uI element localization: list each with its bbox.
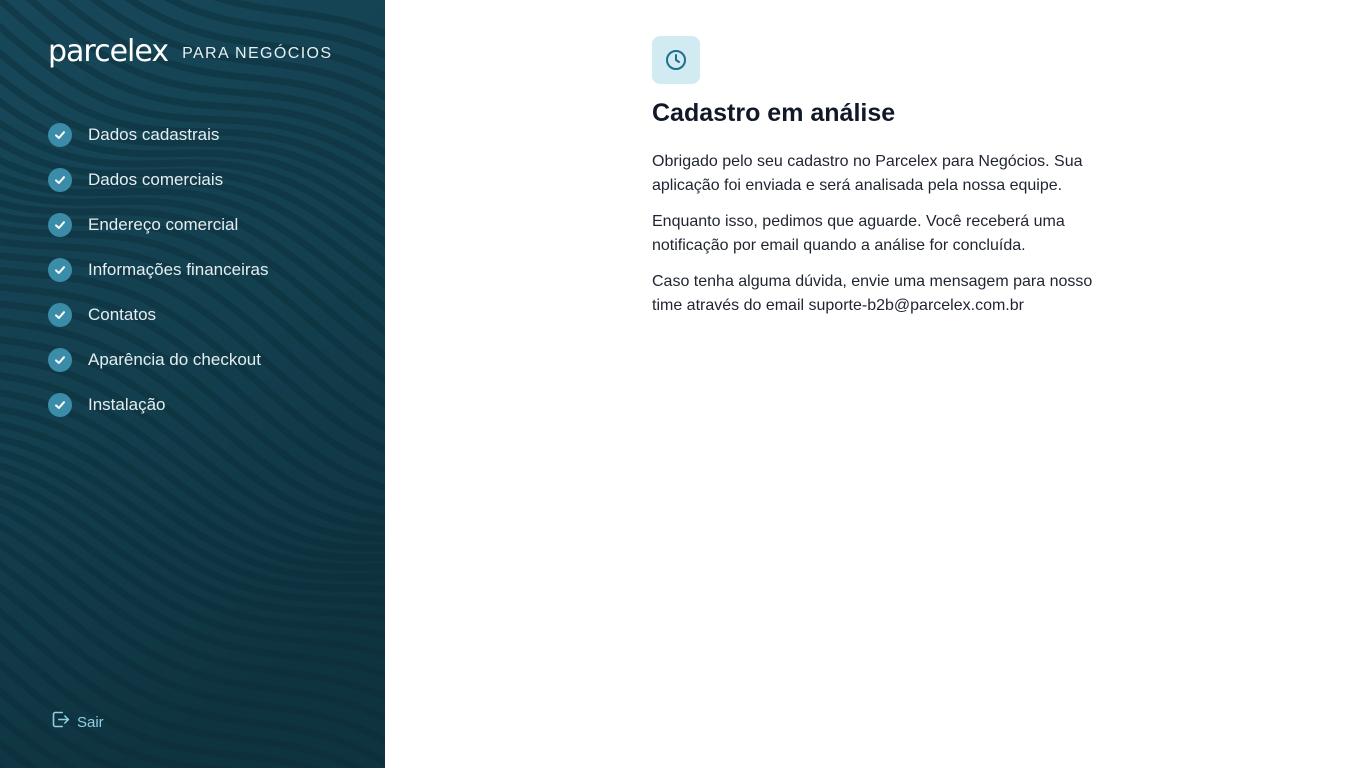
sidebar: [0, 0, 385, 768]
check-circle-icon: [48, 393, 72, 417]
analysis-status-panel: [652, 36, 1102, 318]
page-title: Cadastro em análise: [652, 99, 896, 127]
check-circle-icon: [48, 213, 72, 237]
step-label: Contatos: [88, 305, 157, 324]
step-aparencia-checkout[interactable]: [48, 337, 268, 382]
brand: [48, 32, 332, 72]
thank-you-paragraph: Obrigado pelo seu cadastro no Parcelex para Negócios. Sua aplicação foi enviada e será analisada pela nossa equipe.: [652, 153, 1083, 194]
check-circle-icon: [48, 348, 72, 372]
support-contact-paragraph: Caso tenha alguma dúvida, envie uma mensagem para nosso time através do email suporte-b2b@parcelex.com.br: [652, 273, 1093, 314]
step-label: Aparência do checkout: [88, 350, 261, 369]
clock-icon: [652, 36, 700, 84]
check-circle-icon: [48, 258, 72, 282]
check-circle-icon: [48, 303, 72, 327]
step-label: Dados comerciais: [88, 170, 224, 189]
check-circle-icon: [48, 123, 72, 147]
wait-notice-paragraph: Enquanto isso, pedimos que aguarde. Você receberá uma notificação por email quando a análise for concluída.: [652, 213, 1065, 254]
brand-suffix: PARA NEGÓCIOS: [182, 44, 333, 62]
step-label: Instalação: [88, 395, 166, 414]
step-label: Dados cadastrais: [88, 125, 220, 144]
step-label: Informações financeiras: [88, 260, 269, 279]
step-instalacao[interactable]: [48, 382, 268, 427]
check-circle-icon: [48, 168, 72, 192]
step-endereco-comercial[interactable]: [48, 202, 268, 247]
onboarding-steps: [48, 112, 268, 427]
logout-icon: [50, 709, 71, 735]
step-dados-cadastrais[interactable]: [48, 112, 268, 157]
step-contatos[interactable]: [48, 292, 268, 337]
parcelex-logo: parcelex: [48, 34, 169, 69]
logout-label: Sair: [77, 713, 104, 731]
step-dados-comerciais[interactable]: [48, 157, 268, 202]
logout-button[interactable]: [50, 709, 104, 735]
step-informacoes-financeiras[interactable]: [48, 247, 268, 292]
step-label: Endereço comercial: [88, 215, 239, 234]
